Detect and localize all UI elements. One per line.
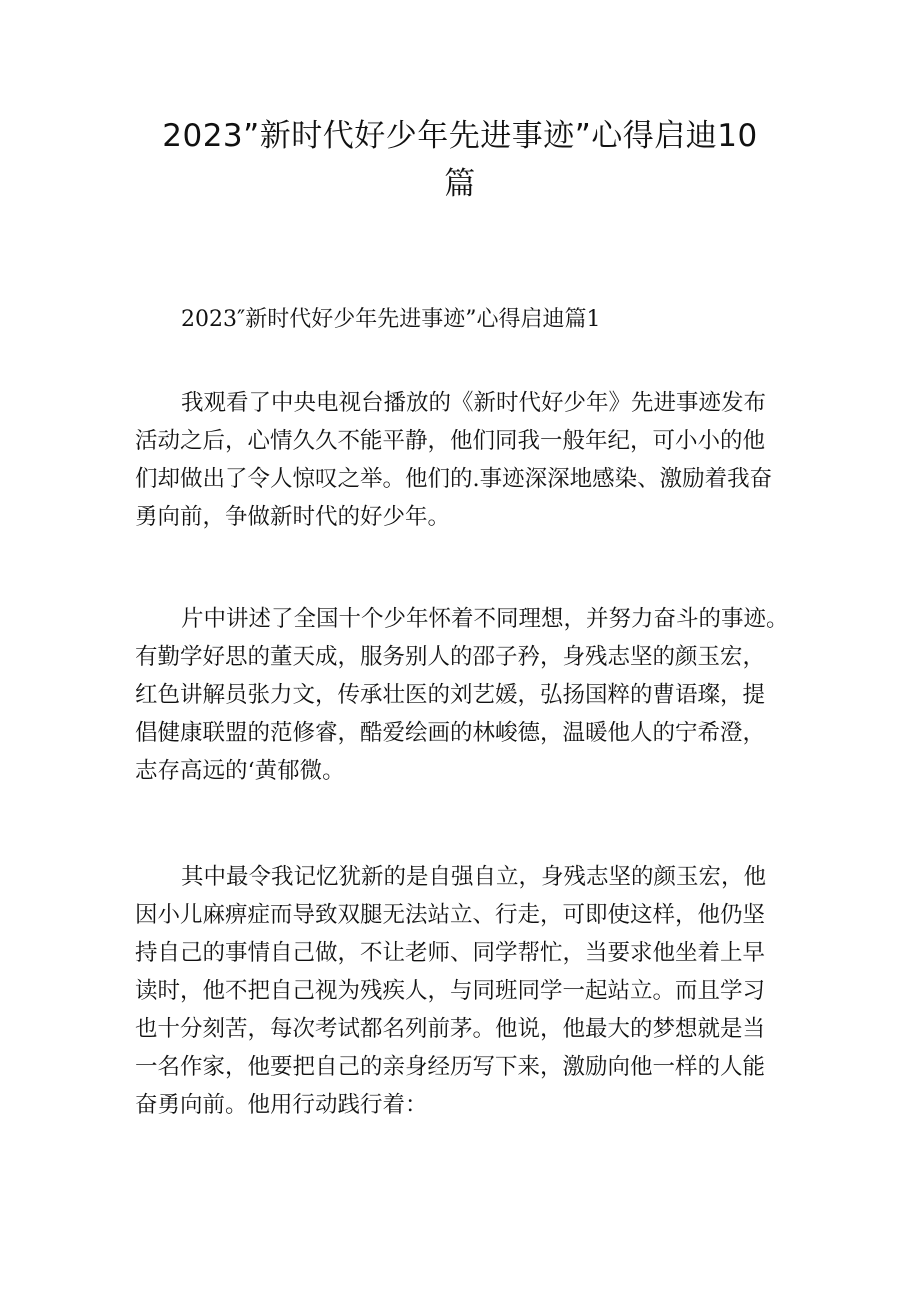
paragraph-line: 志存高远的‘黄郁微。	[135, 758, 345, 784]
document-title-line-2: 篇	[444, 166, 476, 202]
paragraph-3	[135, 858, 790, 1124]
paragraph-line: 片中讲述了全国十个少年怀着不同理想，并努力奋斗的事迹。	[181, 606, 789, 632]
paragraph-line: 我观看了中央电视台播放的《新时代好少年》先进事迹发布	[181, 390, 767, 416]
paragraph-line: 持自己的事情自己做，不让老师、同学帮忙，当要求他坐着上早	[135, 940, 766, 966]
paragraph-line: 活动之后，心情久久不能平静，他们同我一般年纪，可小小的他	[135, 428, 766, 454]
paragraph-line: 也十分刻苦，每次考试都名列前茅。他说，他最大的梦想就是当	[135, 1016, 766, 1042]
paragraph-line: 勇向前，争做新时代的好少年。	[135, 504, 451, 530]
paragraph-line: 们却做出了令人惊叹之举。他们的.事迹深深地感染、激励着我奋	[135, 466, 773, 492]
document-title	[130, 112, 790, 208]
paragraph-line: 有勤学好思的董天成，服务别人的邵子矜，身残志坚的颜玉宏，	[135, 644, 766, 670]
paragraph-2	[135, 600, 790, 790]
paragraph-line: 因小儿麻痹症而导致双腿无法站立、行走，可即使这样，他仍坚	[135, 902, 766, 928]
section-heading: 2023″新时代好少年先进事迹”心得启迪篇1	[181, 307, 601, 332]
paragraph-line: 奋勇向前。他用行动践行着：	[135, 1092, 428, 1118]
paragraph-line: 倡健康联盟的范修睿，酷爱绘画的林峻德，温暖他人的宁希澄，	[135, 720, 766, 746]
paragraph-line: 其中最令我记忆犹新的是自强自立，身残志坚的颜玉宏，他	[181, 864, 767, 890]
paragraph-1	[135, 384, 790, 536]
paragraph-line: 一名作家，他要把自己的亲身经历写下来，激励向他一样的人能	[135, 1054, 766, 1080]
document-title-line-1: 2023”新时代好少年先进事迹”心得启迪10	[162, 118, 758, 154]
paragraph-line: 红色讲解员张力文，传承壮医的刘艺媛，弘扬国粹的曹语璨，提	[135, 682, 766, 708]
paragraph-line: 读时，他不把自己视为残疾人，与同班同学一起站立。而且学习	[135, 978, 766, 1004]
